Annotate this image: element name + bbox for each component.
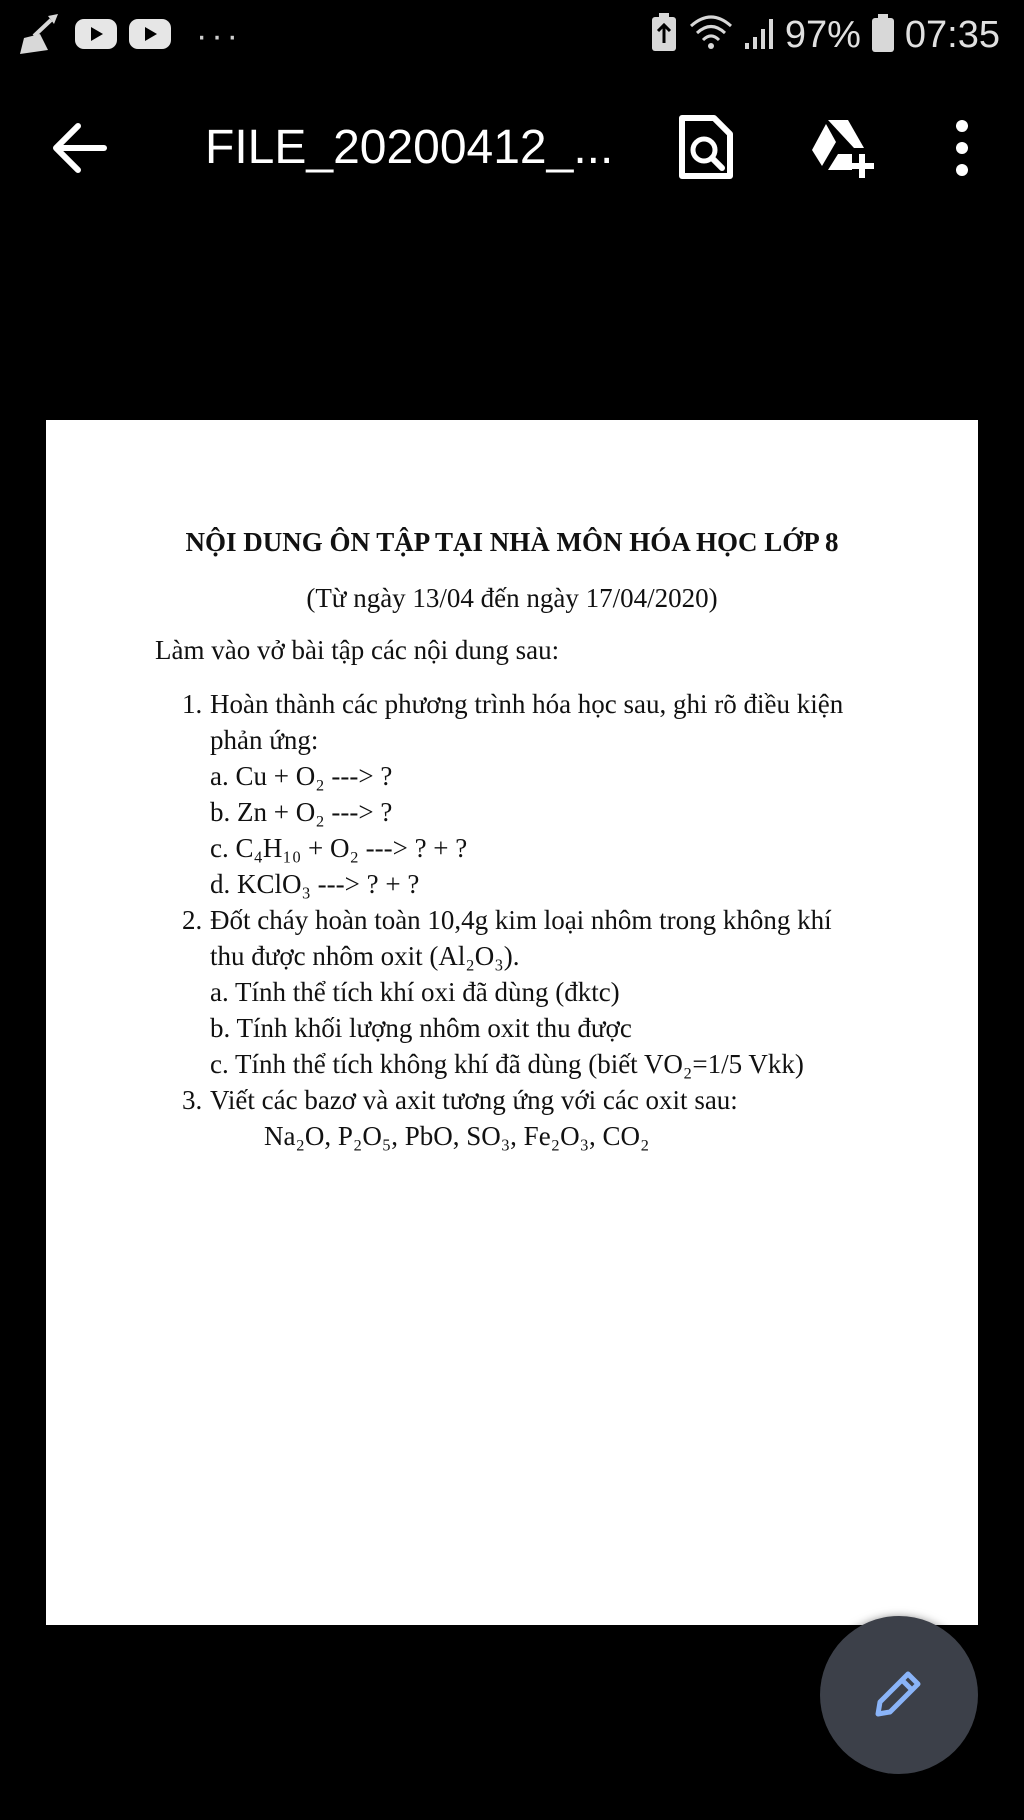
edit-fab-button[interactable] [820, 1616, 978, 1774]
document-heading: NỘI DUNG ÔN TẬP TẠI NHÀ MÔN HÓA HỌC LỚP 8 [185, 527, 839, 557]
document-intro: Làm vào vở bài tập các nội dung sau: [155, 635, 560, 665]
youtube-icon [128, 17, 172, 56]
pencil-icon [870, 1664, 928, 1722]
add-to-drive-icon [808, 114, 876, 182]
clock: 07:35 [904, 14, 1000, 56]
battery-percent: 97% [784, 14, 861, 56]
back-button[interactable] [50, 120, 110, 176]
question-1-item-c: c. C₄H₁₀ + O₂ ---> ? + ? [210, 833, 468, 863]
wifi-icon [689, 14, 733, 57]
question-1-item-b: b. Zn + O₂ ---> ? [210, 797, 393, 827]
battery-icon [871, 13, 895, 58]
question-3-text: Viết các bazơ và axit tương ứng với các oxit sau: [210, 1085, 738, 1115]
arrow-left-icon [50, 120, 110, 176]
question-3-formulas: Na₂O, P₂O₅, PbO, SO₃, Fe₂O₃, CO₂ [264, 1121, 650, 1151]
question-1-text-cont: phản ứng: [210, 725, 319, 755]
battery-saver-icon [649, 13, 679, 58]
status-left-icons [18, 14, 242, 58]
question-2-item-a: a. Tính thể tích khí oxi đã dùng (đktc) [210, 977, 620, 1007]
question-3-number: 3. [182, 1085, 203, 1115]
question-1-item-a: a. Cu + O₂ ---> ? [210, 761, 393, 791]
question-1-text: Hoàn thành các phương trình hóa học sau, ghi rõ điều kiện [210, 689, 844, 719]
question-1-number: 1. [182, 689, 203, 719]
question-1-item-d: d. KClO₃ ---> ? + ? [210, 869, 420, 899]
question-2-text-cont: thu được nhôm oxit (Al₂O₃). [210, 941, 520, 971]
question-2-item-b: b. Tính khối lượng nhôm oxit thu được [210, 1013, 632, 1043]
status-bar [0, 0, 1024, 72]
signal-icon [743, 15, 775, 56]
question-2-number: 2. [182, 905, 203, 935]
more-options-button[interactable] [944, 116, 980, 180]
add-to-drive-button[interactable] [808, 114, 876, 182]
find-in-document-icon [676, 114, 736, 182]
more-vert-icon [944, 116, 980, 180]
status-overflow: ··· [196, 17, 242, 55]
broom-icon [18, 12, 64, 61]
find-in-document-button[interactable] [676, 114, 736, 182]
question-2-text: Đốt cháy hoàn toàn 10,4g kim loại nhôm trong không khí [210, 905, 832, 935]
file-title: FILE_20200412_... [205, 121, 614, 174]
question-2-item-c: c. Tính thể tích không khí đã dùng (biết VO₂=1/5 Vkk) [210, 1049, 804, 1079]
youtube-icon [74, 17, 118, 56]
status-right-icons [649, 10, 1000, 60]
document-dates: (Từ ngày 13/04 đến ngày 17/04/2020) [306, 583, 718, 613]
app-bar [0, 100, 1024, 196]
document-page [46, 420, 978, 1625]
